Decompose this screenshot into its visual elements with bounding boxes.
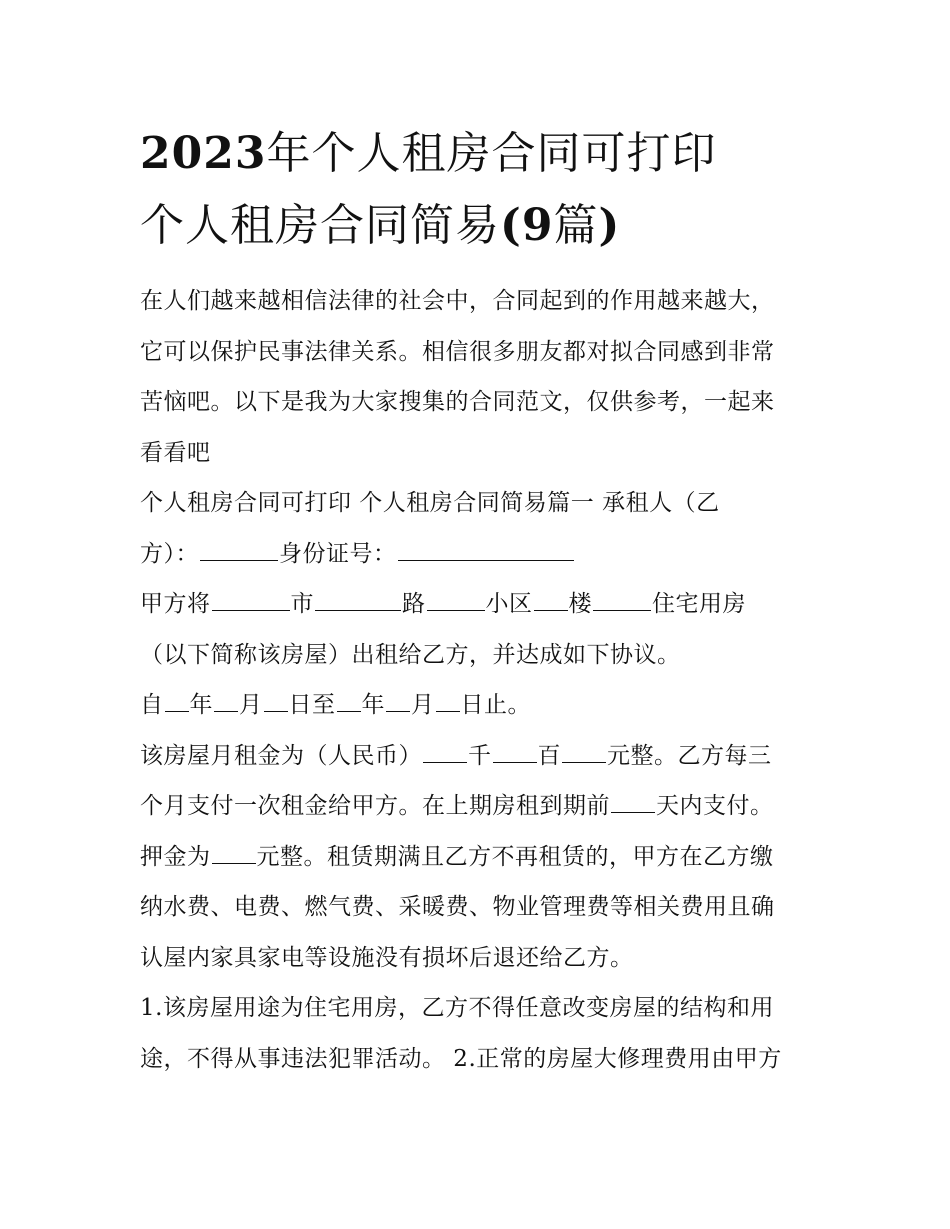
term-text: 月 <box>411 692 435 718</box>
building-blank <box>534 590 568 611</box>
rent-text: 押金为 <box>140 843 211 870</box>
payment-days-blank <box>611 792 655 813</box>
rent-text: 该房屋月租金为（人民币） <box>140 742 422 769</box>
rent-text: 个月支付一次租金给甲方。在上期房租到期前 <box>140 793 610 819</box>
term-paragraph <box>140 680 820 731</box>
rent-thousands-blank <box>423 742 467 763</box>
term-text: 日止。 <box>460 692 531 718</box>
road-blank <box>315 590 401 611</box>
rent-text: 千 <box>468 742 492 769</box>
title-line-1-text: 年个人租房合同可打印 <box>266 128 717 179</box>
term-line <box>140 680 820 731</box>
community-blank <box>427 590 485 611</box>
term-text: 自 <box>140 692 164 718</box>
rent-hundreds-blank <box>493 742 537 763</box>
start-day-blank <box>264 691 288 712</box>
tenant-line <box>140 529 820 580</box>
clauses-paragraph <box>140 983 820 1084</box>
end-day-blank <box>436 691 460 712</box>
intro-line: 苦恼吧。以下是我为大家搜集的合同范文，仅供参考，一起来 <box>140 389 775 415</box>
rent-paragraph <box>140 731 820 984</box>
address-text: 路 <box>402 591 426 617</box>
start-year-blank <box>165 691 189 712</box>
id-number-blank <box>398 540 574 561</box>
address-line <box>140 579 820 630</box>
rent-line: 认屋内家具家电等设施没有损坏后退还给乙方。 <box>140 944 634 971</box>
title-line-1 <box>140 118 840 190</box>
rent-line <box>140 731 820 782</box>
rent-text: 元整。乙方每三 <box>607 742 772 769</box>
end-year-blank <box>337 691 361 712</box>
contract-heading-line: 个人租房合同可打印 个人租房合同简易篇一 承租人（乙 <box>140 490 720 516</box>
intro-line: 在人们越来越相信法律的社会中，合同起到的作用越来越大， <box>140 288 775 314</box>
start-month-blank <box>214 691 238 712</box>
rent-line <box>140 832 820 883</box>
intro-line: 看看吧 <box>140 439 211 466</box>
title-count-open: (9 <box>500 200 554 251</box>
city-blank <box>212 590 290 611</box>
deposit-blank <box>212 843 256 864</box>
clause-line: 途，不得从事违法犯罪活动。 2.正常的房屋大修理费用由甲方 <box>140 1045 782 1072</box>
title-count-unit: 篇 <box>553 200 599 251</box>
id-number-label: 身份证号： <box>279 540 397 567</box>
rent-text: 元整。租赁期满且乙方不再租赁的，甲方在乙方缴 <box>256 843 774 870</box>
intro-paragraph <box>140 276 820 478</box>
rent-text: 百 <box>537 742 561 769</box>
title-line-2 <box>140 190 840 262</box>
unit-blank <box>593 590 651 611</box>
address-line-2: （以下简称该房屋）出租给乙方，并达成如下协议。 <box>140 641 681 668</box>
document-body <box>140 276 820 1084</box>
tenant-label: 方）： <box>140 540 199 567</box>
address-text: 楼 <box>568 591 592 617</box>
address-text: 市 <box>290 591 314 617</box>
end-month-blank <box>386 691 410 712</box>
term-text: 月 <box>239 692 263 718</box>
document-title <box>140 118 840 262</box>
title-line-2-text: 个人租房合同简易 <box>140 200 500 251</box>
term-text: 年 <box>361 692 385 718</box>
contract-heading-paragraph <box>140 478 820 579</box>
clause-line: 1.该房屋用途为住宅用房，乙方不得任意改变房屋的结构和用 <box>140 995 774 1021</box>
rent-line: 纳水费、电费、燃气费、采暖费、物业管理费等相关费用且确 <box>140 894 775 920</box>
rent-line <box>140 781 820 832</box>
rent-text: 天内支付。 <box>656 793 774 819</box>
intro-line: 它可以保护民事法律关系。相信很多朋友都对拟合同感到非常 <box>140 338 775 365</box>
address-text: 住宅用房 <box>652 591 746 617</box>
address-text: 甲方将 <box>140 591 211 617</box>
address-text: 小区 <box>485 591 533 617</box>
tenant-name-blank <box>200 540 278 561</box>
term-text: 日至 <box>288 692 336 718</box>
address-paragraph <box>140 579 820 680</box>
rent-units-blank <box>562 742 606 763</box>
term-text: 年 <box>189 692 213 718</box>
title-count-close: ) <box>598 200 621 251</box>
title-year: 2023 <box>140 128 267 179</box>
